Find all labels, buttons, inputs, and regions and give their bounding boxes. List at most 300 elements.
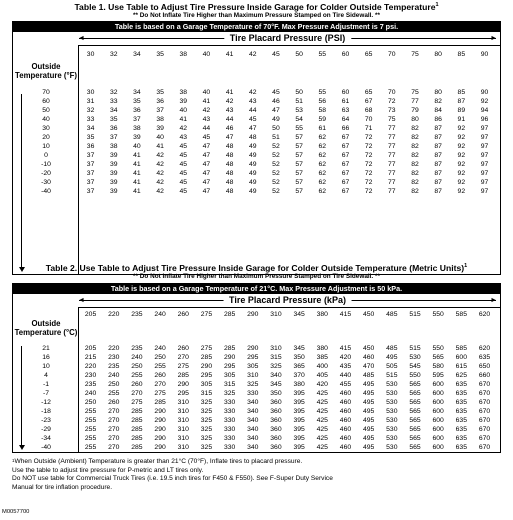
table-cell: 395 [293,444,305,451]
table-cell: 340 [247,435,259,442]
column-header: 415 [339,311,352,318]
column-header: 285 [223,311,236,318]
table-cell: 310 [177,399,189,406]
table-cell: 87 [434,152,442,159]
table-cell: 61 [318,125,327,132]
table-cell: 290 [154,417,166,424]
table-cell: 425 [316,444,328,451]
table-cell: 260 [131,381,143,388]
table-cell: 565 [409,444,421,451]
table-cell: 325 [200,408,213,415]
table-cell: 260 [177,345,189,352]
table-cell: 38 [156,116,164,123]
table-cell: 82 [434,98,442,105]
column-header: 90 [480,51,489,58]
table-cell: 45 [179,188,188,195]
table-cell: 73 [388,107,396,114]
table-cell: 495 [362,381,375,388]
table-cell: 62 [318,134,327,141]
table-cell: 670 [478,390,491,397]
table-row [13,407,500,416]
table-cell: 285 [131,408,143,415]
row-temperature: -7 [42,390,50,397]
column-header: 75 [411,51,419,58]
table-cell: 34 [86,125,95,132]
table-cell: 30 [86,89,95,96]
table-cell: 77 [388,188,396,195]
table-row [13,178,500,187]
table-cell: 39 [109,179,118,186]
table-cell: 72 [364,188,373,195]
row-temperature: -30 [41,179,51,186]
table-cell: 340 [247,399,259,406]
table-cell: 460 [339,390,352,397]
table-cell: 270 [108,417,120,424]
table-cell: 77 [388,179,396,186]
footnote: Manual for tire inflation procedure. [12,483,113,491]
table-cell: 495 [362,399,375,406]
table-cell: 84 [434,107,442,114]
table-cell: 49 [249,143,257,150]
table-cell: 550 [432,345,444,352]
column-header: 60 [341,51,350,58]
table-cell: 37 [109,134,118,141]
table1-column-headers [79,50,496,59]
table-cell: 310 [177,417,189,424]
table-cell: 32 [86,107,95,114]
table-cell: 41 [133,179,141,186]
table-cell: 600 [432,399,444,406]
table2-title: Table 2. Use Table to Adjust Tire Pressure Inside Garage for Colder Outside Temperature (Metric Units)$^1$ [45,263,468,273]
table-cell: 38 [133,125,141,132]
table-cell: 565 [409,399,421,406]
table-cell: 57 [295,179,303,186]
table-cell: 340 [247,417,259,424]
footnote: Do NOT use table for Commercial Truck Tires (i.e. 19.5 inch tires for F450 & F550). See F-Super Duty Service [12,475,333,482]
table-cell: 63 [341,107,350,114]
table-cell: 41 [225,89,234,96]
table-cell: 77 [411,98,419,105]
table-cell: 94 [480,107,489,114]
table-cell: 86 [434,116,442,123]
table-cell: 565 [409,435,421,442]
table-cell: 275 [154,390,166,397]
column-header: 70 [388,51,396,58]
table-cell: 670 [478,399,491,406]
table-cell: 51 [295,98,303,105]
table-cell: 72 [364,143,373,150]
table-cell: 62 [318,170,327,177]
table-cell: 285 [131,444,143,451]
table-row [13,389,500,398]
table-cell: 345 [293,345,305,352]
table-cell: 285 [131,435,143,442]
table-cell: 400 [316,363,328,370]
table-cell: 92 [457,152,466,159]
table-cell: 360 [270,408,282,415]
column-header: 220 [108,311,120,318]
table-cell: 255 [84,435,97,442]
table-cell: 330 [223,426,236,433]
table-cell: 59 [318,116,327,123]
table-cell: 505 [386,363,398,370]
table-cell: 600 [432,444,444,451]
table-cell: 325 [200,435,213,442]
footnote: $^1$When Outside (Ambient) Temperature is greater than 21°C (70°F), Inflate tires to placard pressure. [12,458,303,465]
table-cell: 72 [364,134,373,141]
table-cell: 46 [225,125,234,132]
table-cell: 255 [84,444,97,451]
table-cell: 49 [249,152,257,159]
table-cell: 255 [84,417,97,424]
table-cell: 325 [200,426,213,433]
table2 [12,283,501,453]
table-cell: 62 [318,143,327,150]
table-cell: 515 [386,372,398,379]
table-cell: 395 [293,408,305,415]
table-cell: 240 [131,354,143,361]
table-cell: 635 [455,408,467,415]
table-cell: 34 [133,89,141,96]
table-cell: 260 [108,399,120,406]
table-cell: 600 [432,435,444,442]
table-cell: 530 [386,426,398,433]
table1-rows [13,88,500,196]
table-cell: 330 [223,417,236,424]
table-row [13,133,500,142]
table-cell: 49 [249,170,257,177]
table-cell: 67 [341,161,350,168]
table-cell: 39 [109,152,118,159]
table-cell: 635 [455,426,467,433]
row-temperature: -40 [41,188,51,195]
table-cell: 380 [293,381,305,388]
table-cell: 295 [247,354,259,361]
table-cell: 360 [270,444,282,451]
column-header: 30 [86,51,95,58]
table-row [13,443,500,452]
column-header: 485 [386,311,398,318]
table-cell: 530 [409,354,421,361]
table-cell: 395 [293,426,305,433]
table-cell: 92 [457,161,466,168]
table-cell: 550 [409,372,421,379]
table-cell: 56 [318,98,327,105]
table-cell: 92 [457,188,466,195]
table-cell: 67 [364,98,373,105]
table-cell: 37 [86,152,95,159]
table-cell: 565 [409,408,421,415]
table-cell: 460 [339,417,352,424]
table-cell: 77 [388,143,396,150]
table-cell: 235 [108,363,120,370]
table-cell: 33 [109,98,118,105]
table-row [13,106,500,115]
table-cell: 97 [480,161,489,168]
table-cell: 220 [108,345,120,352]
table-cell: 255 [84,408,97,415]
table-cell: 530 [386,417,398,424]
table-cell: 92 [457,134,466,141]
table-cell: 350 [270,390,282,397]
row-temperature: 10 [42,363,50,370]
table-cell: 46 [272,98,280,105]
table-cell: 43 [225,107,234,114]
table-cell: 42 [156,152,164,159]
table-cell: 61 [341,98,350,105]
table-cell: 495 [362,417,375,424]
table-row [13,142,500,151]
table-cell: 37 [86,179,95,186]
table-cell: 48 [225,152,234,159]
table-cell: 55 [295,125,303,132]
table-row [13,362,500,371]
table-cell: 495 [362,426,375,433]
table-cell: 340 [247,426,259,433]
table-cell: 250 [84,399,97,406]
table-row [13,187,500,196]
table-cell: 270 [108,444,120,451]
table-cell: 650 [478,363,491,370]
table-cell: 290 [154,435,166,442]
table-cell: 37 [156,107,164,114]
table1-subtitle: ** Do Not Inflate Tire Higher than Maximum Pressure Stamped on Tire Sidewall. ** [133,12,380,19]
table-cell: 325 [200,417,213,424]
table-cell: 75 [388,116,396,123]
table-cell: 425 [316,399,328,406]
table-cell: 41 [133,152,141,159]
table2-row-header: Outside Temperature (°C) [14,319,78,337]
table-cell: 57 [295,170,303,177]
table-row [13,353,500,362]
column-header: 260 [177,311,189,318]
table-cell: 92 [457,125,466,132]
table-row [13,151,500,160]
table-cell: 305 [223,372,236,379]
table-row [13,425,500,434]
table-cell: 330 [223,408,236,415]
table-cell: 565 [409,426,421,433]
table-cell: 310 [177,435,189,442]
table-cell: 35 [109,116,118,123]
table-cell: 360 [270,426,282,433]
table-cell: 82 [411,125,419,132]
column-header: 85 [457,51,466,58]
row-temperature: 30 [42,125,50,132]
table-cell: 42 [156,161,164,168]
table-cell: 670 [478,417,491,424]
table-cell: 37 [86,161,95,168]
table-cell: 92 [457,143,466,150]
table-cell: 530 [386,381,398,388]
table-cell: 385 [316,354,328,361]
table-cell: 57 [295,188,303,195]
table-cell: 57 [295,134,303,141]
table-cell: 275 [200,345,213,352]
table-cell: 58 [318,107,327,114]
table-cell: 310 [270,345,282,352]
table-cell: 585 [455,345,467,352]
table-cell: 395 [293,435,305,442]
table-cell: 460 [362,354,375,361]
table-cell: 67 [341,179,350,186]
row-temperature: -18 [41,408,51,415]
table-cell: 350 [293,354,305,361]
table-row [13,88,500,97]
table-cell: 36 [133,107,141,114]
table-cell: 79 [411,107,419,114]
table-cell: 39 [109,188,118,195]
table-cell: 39 [133,134,141,141]
table-cell: 97 [480,152,489,159]
table-cell: 48 [225,179,234,186]
table-cell: 290 [247,345,259,352]
table-cell: 38 [109,143,118,150]
table-cell: 285 [223,345,236,352]
table-cell: 365 [293,363,305,370]
column-header: 310 [270,311,282,318]
table-cell: 600 [432,417,444,424]
table-cell: 34 [109,107,118,114]
table-cell: 460 [339,444,352,451]
table-cell: 670 [478,435,491,442]
document-id: M0057700 [2,509,30,515]
table-cell: 340 [247,444,259,451]
table-cell: 295 [200,372,213,379]
table-cell: 395 [293,417,305,424]
table-cell: 31 [86,98,95,105]
column-header: 38 [179,51,188,58]
column-header: 50 [295,51,303,58]
table-cell: 360 [270,435,282,442]
table-cell: 600 [432,426,444,433]
table-cell: 565 [409,390,421,397]
table-cell: 45 [202,134,211,141]
table-cell: 80 [434,89,442,96]
table-cell: 450 [362,345,375,352]
table-cell: 92 [457,170,466,177]
table-cell: 49 [249,161,257,168]
table-row [13,380,500,389]
table-cell: 51 [272,134,280,141]
table-row [13,115,500,124]
table-cell: 285 [131,417,143,424]
table-row [13,434,500,443]
table-cell: 87 [457,98,466,105]
table-cell: 82 [411,188,419,195]
table-cell: 67 [341,134,350,141]
table-cell: 55 [318,89,327,96]
table-cell: 48 [225,161,234,168]
table-cell: 425 [316,435,328,442]
table-cell: 90 [480,89,489,96]
table-cell: 260 [154,372,166,379]
table-cell: 47 [202,170,211,177]
table-cell: 50 [272,125,280,132]
table-cell: 285 [154,399,166,406]
table-cell: 36 [109,125,118,132]
table-cell: 420 [316,381,328,388]
table-cell: 60 [341,89,350,96]
table-cell: 325 [200,399,213,406]
column-header: 620 [478,311,491,318]
table-cell: 42 [156,188,164,195]
table-cell: 250 [108,381,120,388]
table-cell: 53 [295,107,303,114]
table-cell: 565 [409,417,421,424]
table-cell: 48 [225,170,234,177]
table-cell: 470 [362,363,375,370]
table-cell: 290 [223,354,236,361]
table-cell: 230 [108,354,120,361]
table-cell: 325 [223,390,236,397]
table-cell: 35 [156,89,164,96]
table-cell: 67 [341,170,350,177]
row-temperature: 60 [42,98,50,105]
table-cell: 62 [318,179,327,186]
table-cell: 38 [179,89,188,96]
table-cell: 72 [364,152,373,159]
row-temperature: 10 [42,143,50,150]
table-cell: 275 [131,399,143,406]
table-cell: 420 [339,354,352,361]
table-cell: 635 [455,417,467,424]
table-cell: 310 [177,444,189,451]
column-header: 450 [362,311,375,318]
table-cell: 515 [409,345,421,352]
table-cell: 72 [364,179,373,186]
table-cell: 615 [455,363,467,370]
row-temperature: 40 [42,116,50,123]
down-arrow-icon [21,346,22,446]
table-cell: 37 [86,188,95,195]
column-header: 550 [432,311,444,318]
table-cell: 255 [154,363,166,370]
table-row [13,169,500,178]
table-cell: 87 [434,170,442,177]
table-cell: 235 [84,381,97,388]
table-cell: 43 [249,98,257,105]
table-cell: 47 [225,134,234,141]
table-cell: 495 [362,408,375,415]
table-cell: 455 [339,381,352,388]
table-cell: 50 [295,89,303,96]
table-cell: 290 [154,426,166,433]
table-cell: 82 [411,179,419,186]
table-cell: 72 [364,161,373,168]
table2-banner: Table is based on a Garage Temperature of 21°C. Max Pressure Adjustment is 50 kPa. [13,284,500,294]
table-cell: 92 [457,179,466,186]
table-cell: 47 [202,143,211,150]
table-cell: 595 [432,372,444,379]
table-cell: 77 [388,125,396,132]
table-cell: 44 [225,116,234,123]
table-cell: 670 [478,408,491,415]
table-cell: 495 [362,444,375,451]
table-cell: 48 [249,134,257,141]
table-cell: 620 [478,345,491,352]
table1-banner: Table is based on a Garage Temperature of 70°F. Max Pressure Adjustment is 7 psi. [13,22,500,32]
column-header: 45 [272,51,280,58]
table-cell: 315 [200,390,213,397]
table-cell: 82 [411,134,419,141]
table-cell: 290 [200,363,213,370]
table-cell: 310 [177,426,189,433]
column-header: 32 [109,51,118,58]
table-cell: 45 [179,179,188,186]
right-arrow-icon: ► [490,297,497,304]
table-cell: 57 [295,161,303,168]
